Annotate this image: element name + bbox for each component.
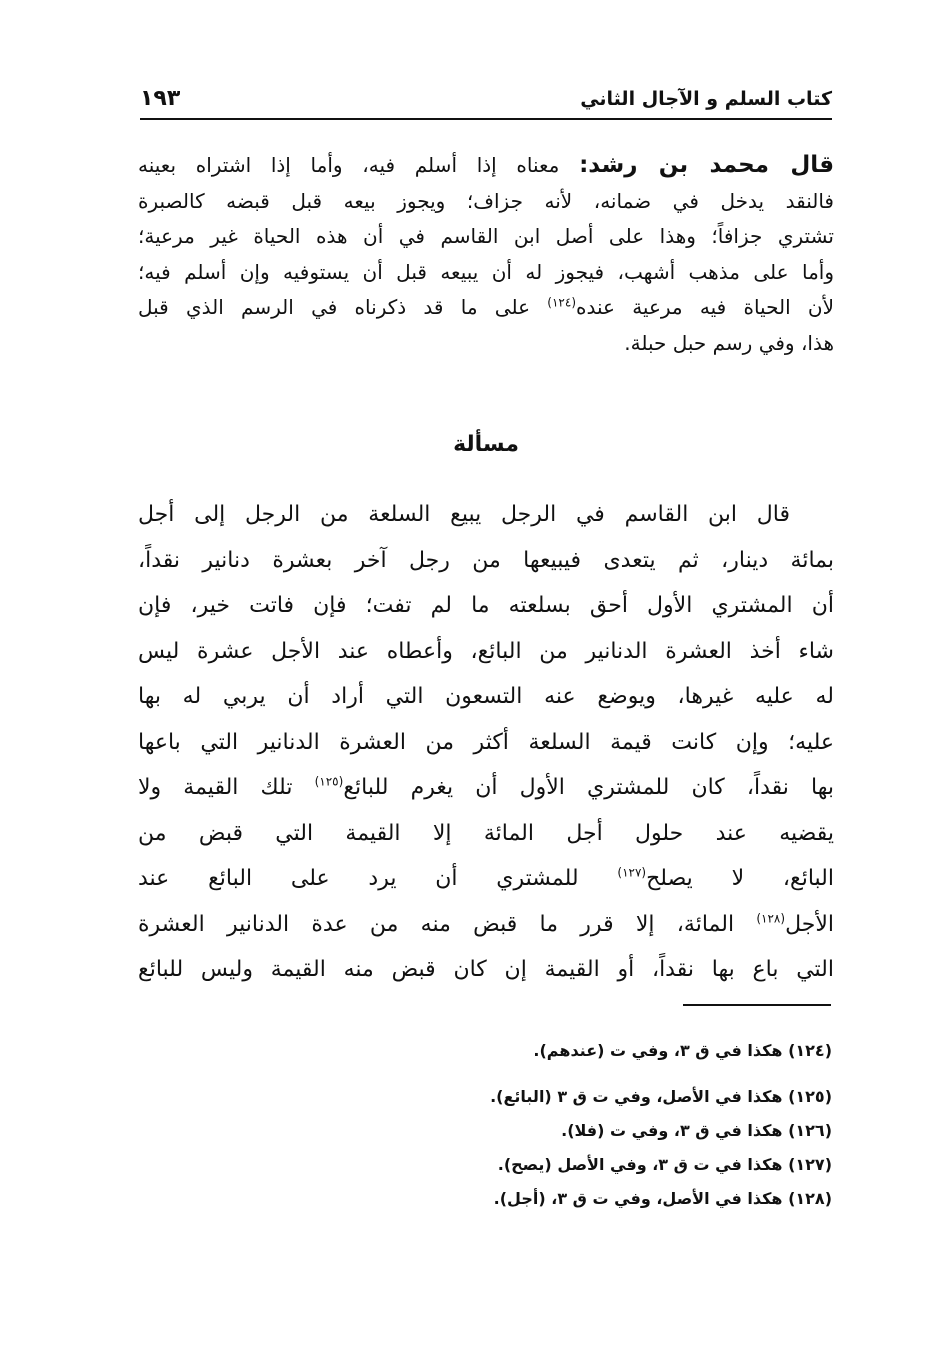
footnote-reference: (١٢٥) xyxy=(314,774,344,789)
text-line: التي باع بها نقداً، أو القيمة إن كان قبض منه القيمة وليس للبائع xyxy=(138,957,834,982)
footnote-reference: (١٢٤) xyxy=(547,295,576,310)
text-line: عليه؛ وإن كانت قيمة السلعة أكثر من العشرة الدنانير التي باعها xyxy=(138,729,834,755)
text-line: بمائة دينار، ثم يتعدى فيبيعها من رجل آخر بعشرة دنانير نقداً، xyxy=(138,547,834,573)
text-line: البائع، لا يصلح$^{(١٢٧)}$ للمشتري أن يرد على البائع عند xyxy=(138,865,834,891)
footnote-item: (١٢٨) هكذا في الأصل، وفي ت ق ٣، (أجل). xyxy=(493,1189,832,1208)
issue-paragraph xyxy=(138,492,834,993)
text-line: قال ابن القاسم في الرجل يبيع السلعة من الرجل إلى أجل xyxy=(138,502,790,527)
page-header xyxy=(140,82,832,120)
text-line: له عليه غيرها، ويوضع عنه التسعون التي أراد أن يربي له بها xyxy=(138,684,834,709)
text-line: تشتري جزافاً؛ وهذا على أصل ابن القاسم في أن هذه الحياة غير مرعية؛ xyxy=(138,224,834,248)
footnote-item: (١٢٧) هكذا في ت ق ٣، وفي الأصل (يصح). xyxy=(497,1155,832,1174)
text-line: هذا، وفي رسم حبل حبلة. xyxy=(624,330,834,355)
running-title: كتاب السلم و الآجال الثاني xyxy=(580,88,832,110)
text-line: الأجل$^{(١٢٨)}$ المائة، إلا قرر ما قبض منه من عدة الدنانير العشرة xyxy=(138,911,834,937)
footnote-divider xyxy=(683,1004,831,1006)
footnotes xyxy=(300,1034,832,1216)
text-line: يقضيه عند حلول أجل المائة إلا القيمة التي قبض من xyxy=(138,820,834,846)
text-line: شاء أخذ العشرة الدنانير من البائع، وأعطاه عند الأجل عشرة ليس xyxy=(138,638,834,664)
speaker-label: قال محمد بن رشد: xyxy=(579,152,834,178)
page-number: ١٩٣ xyxy=(140,86,181,111)
text-line: بها نقداً، كان للمشتري الأول أن يغرم للبائع$^{(١٢٥)}$ تلك القيمة ولا xyxy=(138,774,834,800)
footnote-item: (١٢٦) هكذا في ق ٣، وفي ت (فلا). xyxy=(561,1121,832,1140)
text-line: لأن الحياة فيه مرعية عنده$^{(١٢٤)}$ على ما قد ذكرناه في الرسم الذي قبل xyxy=(138,295,834,319)
text-line: فالنقد يدخل في ضمانه، لأنه جزاف؛ ويجوز بيعه قبل قبضه كالصبرة xyxy=(138,188,834,213)
footnote-reference: (١٢٨) xyxy=(756,911,786,926)
text-line: وأما على مذهب أشهب، فيجوز له أن يبيعه قبل أن يستوفيه وإن أسلم فيه؛ xyxy=(138,259,834,284)
section-heading: مسألة xyxy=(453,432,519,457)
text-line: قال محمد بن رشد: معناه إذا أسلم فيه، وأما إذا اشتراه بعينه xyxy=(138,152,834,178)
footnote-reference: (١٢٧) xyxy=(617,865,647,880)
text-line: أن المشتري الأول أحق بسلعته ما لم تفت؛ فإن فاتت خير، فإن xyxy=(138,593,834,618)
footnote-item: (١٢٤) هكذا في ق ٣، وفي ت (عندهم). xyxy=(533,1041,832,1060)
footnote-item: (١٢٥) هكذا في الأصل، وفي ت ق ٣ (البائع). xyxy=(490,1087,832,1106)
commentary-paragraph xyxy=(138,148,834,361)
